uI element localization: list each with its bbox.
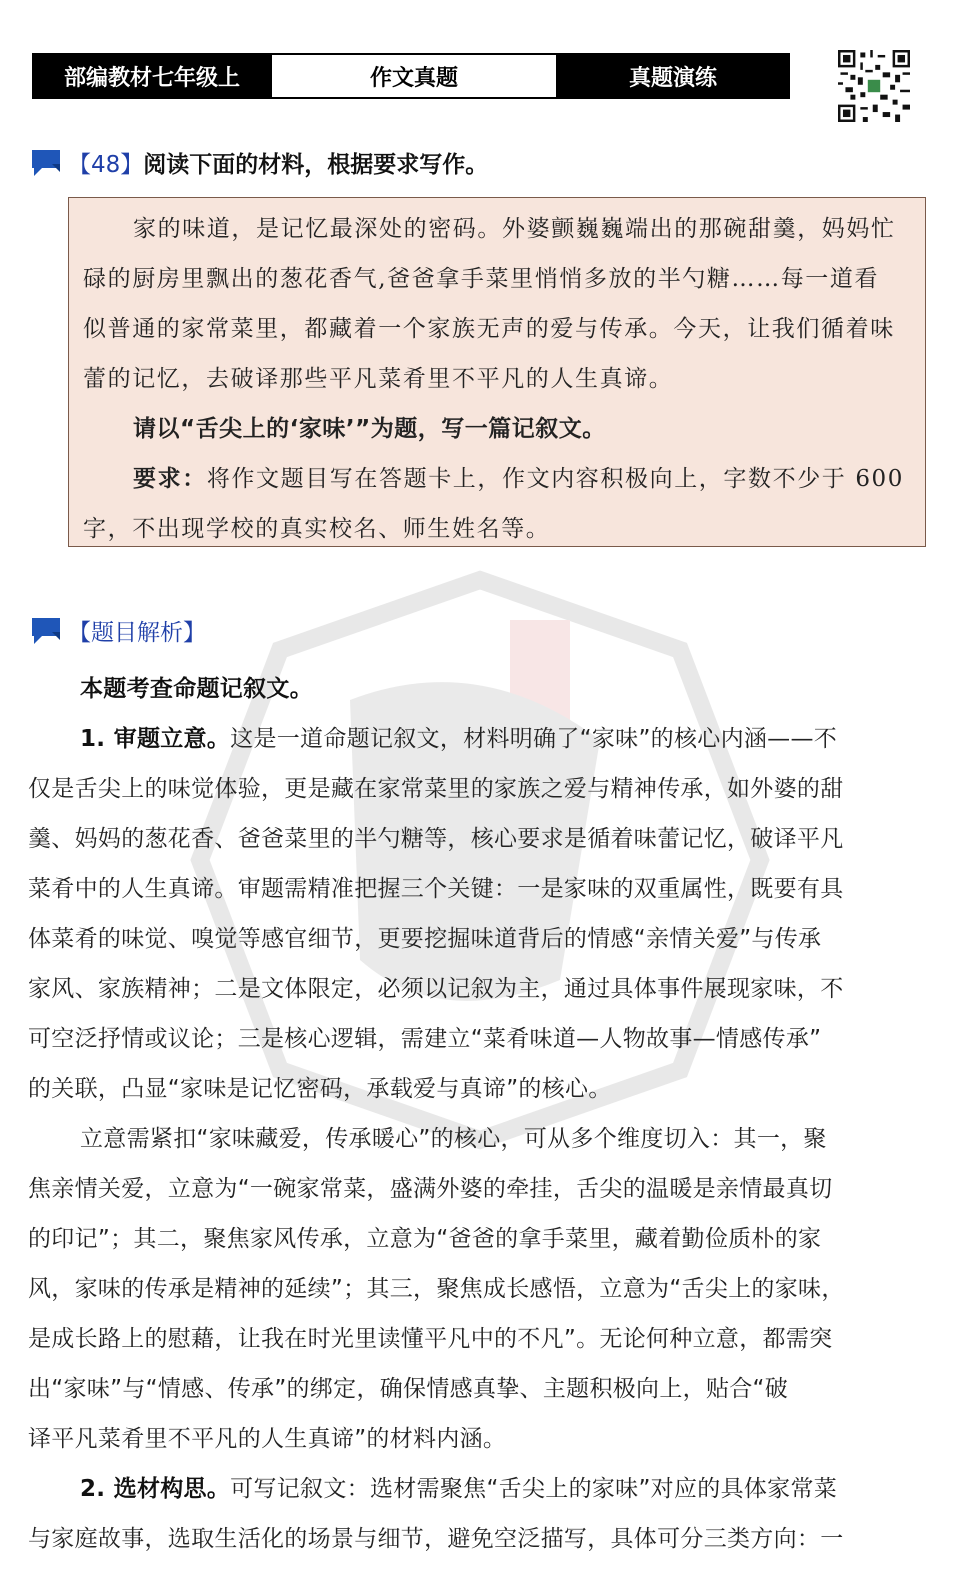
material-box bbox=[68, 197, 926, 547]
paragraph-line: 可空泛抒情或议论；三是核心逻辑，需建立“菜肴味道—人物故事—情感传承” bbox=[28, 1026, 822, 1052]
qr-code bbox=[838, 50, 910, 122]
section-label: 1. 审题立意。 bbox=[80, 726, 231, 752]
paragraph-line: 风，家味的传承是精神的延续”；其三，聚焦成长感悟，立意为“舌尖上的家味， bbox=[28, 1276, 845, 1302]
question-title: 阅读下面的材料，根据要求写作。 bbox=[143, 152, 489, 178]
material-line: 碌的厨房里飘出的葱花香气,爸爸拿手菜里悄悄多放的半勺糖……每一道看 bbox=[83, 266, 880, 292]
speech-bubble-icon bbox=[30, 616, 64, 646]
material-line: 蕾的记忆，去破译那些平凡菜肴里不平凡的人生真谛。 bbox=[83, 366, 674, 392]
paragraph-line: 2. 选材构思。可写记叙文：选材需聚焦“舌尖上的家味”对应的具体家常菜 bbox=[80, 1476, 838, 1502]
paragraph-line: 1. 审题立意。这是一道命题记叙文，材料明确了“家味”的核心内涵——不 bbox=[80, 726, 838, 752]
paragraph-line: 家风、家族精神；二是文体限定，必须以记叙为主，通过具体事件展现家味，不 bbox=[28, 976, 844, 1002]
header-category: 作文真题 bbox=[270, 55, 558, 97]
requirements-line-2: 字，不出现学校的真实校名、师生姓名等。 bbox=[83, 516, 551, 542]
material-line: 家的味道，是记忆最深处的密码。外婆颤巍巍端出的那碗甜羹，妈妈忙 bbox=[133, 216, 896, 242]
section-label: 2. 选材构思。 bbox=[80, 1476, 231, 1502]
paragraph-line: 焦亲情关爱，立意为“一碗家常菜，盛满外婆的牵挂，舌尖的温暖是亲情最真切 bbox=[28, 1176, 833, 1202]
requirements-line bbox=[83, 454, 913, 504]
writing-prompt: 请以“舌尖上的‘家味’”为题，写一篇记叙文。 bbox=[133, 416, 606, 442]
paragraph-line: 与家庭故事，选取生活化的场景与细节，避免空泛描写，具体可分三类方向：一 bbox=[28, 1526, 844, 1552]
question-number: 【48】 bbox=[68, 152, 144, 178]
paragraph-line: 出“家味”与“情感、传承”的绑定，确保情感真挚、主题积极向上，贴合“破 bbox=[28, 1376, 789, 1402]
header-bar bbox=[32, 53, 790, 99]
analysis-header bbox=[30, 614, 206, 647]
paragraph-line: 立意需紧扣“家味藏爱，传承暖心”的核心，可从多个维度切入：其一，聚 bbox=[80, 1126, 827, 1152]
analysis-body bbox=[28, 664, 918, 1564]
paragraph-line: 是成长路上的慰藉，让我在时光里读懂平凡中的不凡”。无论何种立意，都需突 bbox=[28, 1326, 833, 1352]
paragraph-line: 仅是舌尖上的味觉体验，更是藏在家常菜里的家族之爱与精神传承，如外婆的甜 bbox=[28, 776, 844, 802]
paragraph-line: 体菜肴的味觉、嗅觉等感官细节，更要挖掘味道背后的情感“亲情关爱”与传承 bbox=[28, 926, 822, 952]
material-line: 似普通的家常菜里，都藏着一个家族无声的爱与传承。今天，让我们循着味 bbox=[83, 316, 895, 342]
paragraph-line: 羹、妈妈的葱花香、爸爸菜里的半勺糖等，核心要求是循着味蕾记忆，破译平凡 bbox=[28, 826, 844, 852]
paragraph-line: 的印记”；其二，聚焦家风传承，立意为“爸爸的拿手菜里，藏着勤俭质朴的家 bbox=[28, 1226, 822, 1252]
requirements-text: 将作文题目写在答题卡上，作文内容积极向上，字数不少于 600 bbox=[206, 466, 905, 492]
analysis-title: 【题目解析】 bbox=[68, 620, 206, 646]
requirements-label: 要求： bbox=[133, 466, 207, 492]
question-header bbox=[30, 146, 488, 179]
analysis-intro: 本题考查命题记叙文。 bbox=[80, 676, 313, 702]
paragraph-line: 的关联，凸显“家味是记忆密码，承载爱与真谛”的核心。 bbox=[28, 1076, 612, 1102]
paragraph-line: 译平凡菜肴里不平凡的人生真谛”的材料内涵。 bbox=[28, 1426, 507, 1452]
speech-bubble-icon bbox=[30, 148, 64, 178]
header-section: 真题演练 bbox=[558, 55, 788, 97]
header-grade: 部编教材七年级上 bbox=[34, 55, 270, 97]
paragraph-line: 菜肴中的人生真谛。审题需精准把握三个关键：一是家味的双重属性，既要有具 bbox=[28, 876, 844, 902]
